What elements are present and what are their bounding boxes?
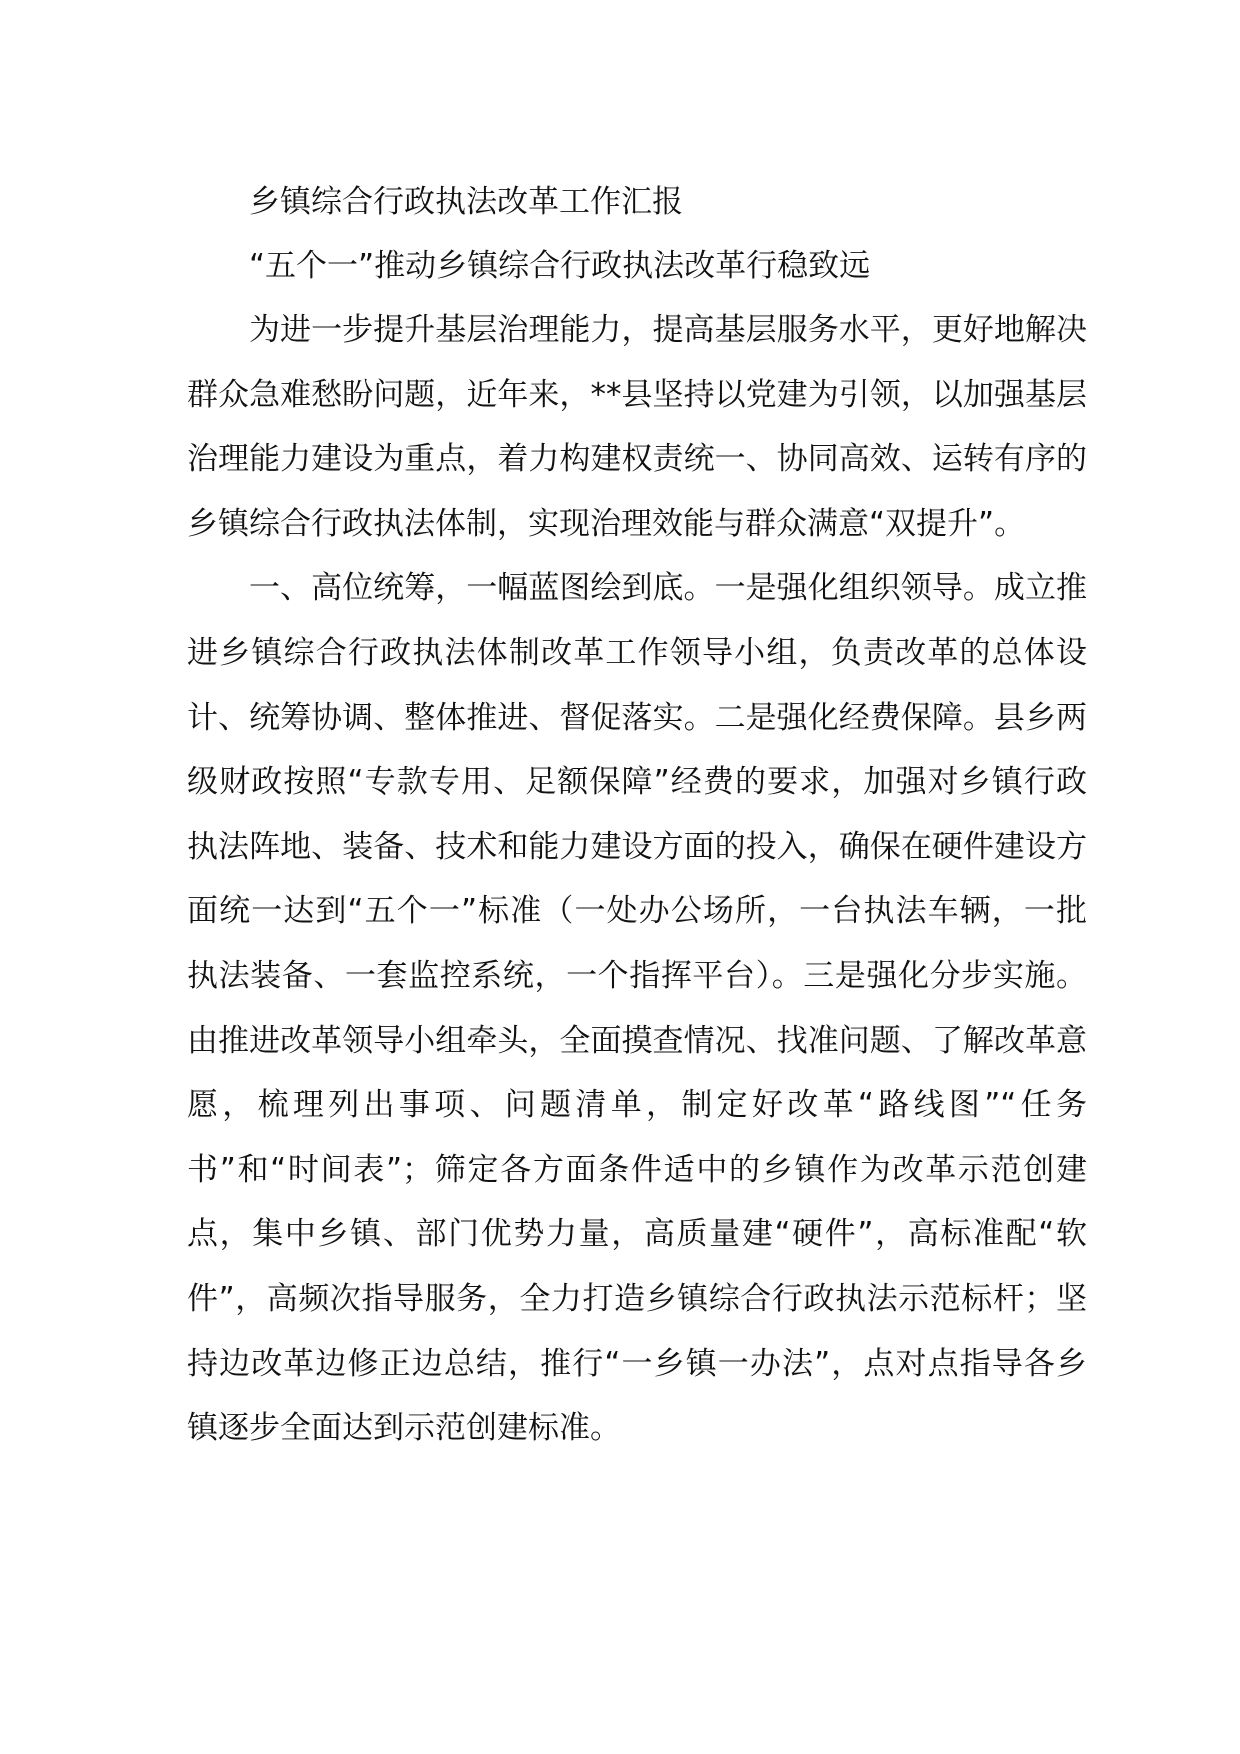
document-title: 乡镇综合行政执法改革工作汇报 bbox=[249, 184, 683, 220]
document-page bbox=[187, 170, 1087, 1461]
document-subtitle: “五个一”推动乡镇综合行政执法改革行稳致远 bbox=[249, 248, 871, 284]
paragraph-section-one: 一、高位统筹，一幅蓝图绘到底。一是强化组织领导。成立推进乡镇综合行政执法体制改革工作领导小组，负责改革的总体设计、统筹协调、整体推进、督促落实。二是强化经费保障。县乡两级财政按照“专款专用、足额保障”经费的要求，加强对乡镇行政执法阵地、装备、技术和能力建设方面的投入，确保在硬件建设方面统一达到“五个一”标准（一处办公场所，一台执法车辆，一批执法装备、一套监控系统，一个指挥平台）。三是强化分步实施。由推进改革领导小组牵头，全面摸查情况、找准问题、了解改革意愿，梳理列出事项、问题清单，制定好改革“路线图”“任务书”和“时间表”；筛定各方面条件适中的乡镇作为改革示范创建点，集中乡镇、部门优势力量，高质量建“硬件”，高标准配“软件”，高频次指导服务，全力打造乡镇综合行政执法示范标杆；坚持边改革边修正边总结，推行“一乡镇一办法”，点对点指导各乡镇逐步全面达到示范创建标准。 bbox=[187, 570, 1087, 1447]
paragraph-intro: 为进一步提升基层治理能力，提高基层服务水平，更好地解决群众急难愁盼问题，近年来，**县坚持以党建为引领，以加强基层治理能力建设为重点，着力构建权责统一、协同高效、运转有序的乡镇综合行政执法体制，实现治理效能与群众满意“双提升”。 bbox=[187, 312, 1087, 542]
